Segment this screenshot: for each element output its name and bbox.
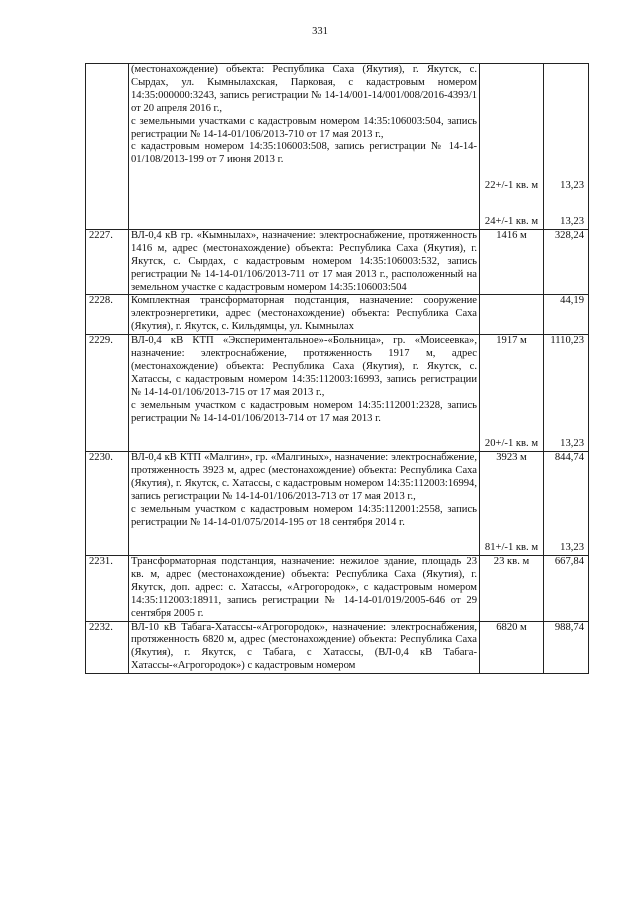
quantity-cell <box>480 64 544 230</box>
quantity-cell <box>480 452 544 556</box>
table-row <box>86 295 589 335</box>
value-cell <box>544 229 589 295</box>
description-paragraph: Трансформаторная подстанция, назначение: нежилое здание, площадь 23 кв. м, адрес (местонахождение) объекта: Республика Саха (Якутия), г. Якутск, доп. адрес: с. Хатассы, «Агрогородок», с кадастровым номером 14:35:112003:18911, запись регистрации № 14-14-01/019/2005-646 от 29 сентября 2005 г. <box>131 555 477 619</box>
cost-value: 13,23 <box>560 180 584 191</box>
description-paragraph: ВЛ-0,4 кВ КТП «Экспериментальное»-«Больница», гр. «Моисеевка», назначение: электроснабжение, протяженность 1917 м, адрес (местонахождение) объекта: Республика Саха (Якутия), г. Якутск, с. Хатассы, с кадастровым номером 14:35:112003:16993, запись регистрации № 14-14-01/106/2013-715 от 17 мая 2013 г., <box>131 335 477 398</box>
object-description <box>129 555 480 621</box>
description-paragraph: Комплектная трансформаторная подстанция, назначение: сооружение электроэнергетики, адрес (местонахождение) объекта: Республика Саха (Якутия), г. Якутск, с. Кильдямцы, ул. Кымнылах <box>131 295 477 333</box>
quantity-cell <box>480 229 544 295</box>
cost-value: 13,23 <box>560 542 584 554</box>
object-description <box>129 335 480 452</box>
row-number: 2232. <box>86 621 129 674</box>
description-paragraph: (местонахождение) объекта: Республика Саха (Якутия), г. Якутск, с. Сырдах, ул. Кымнылахская, Парковая, с кадастровым номером 14:35:000000:3243, запись регистрации № 14-14/001-14/001/008/2016-4393/1 от 20 апреля 2016 г., <box>131 64 477 114</box>
quantity-cell <box>480 621 544 674</box>
table-row <box>86 64 589 230</box>
quantity-cell <box>480 555 544 621</box>
quantity-cell <box>480 295 544 335</box>
value-cell <box>544 295 589 335</box>
cost-value: 13,23 <box>560 438 584 450</box>
value-cell <box>544 64 589 230</box>
table-row <box>86 335 589 452</box>
table-row <box>86 621 589 674</box>
value-cell <box>544 621 589 674</box>
object-description <box>129 64 480 230</box>
description-paragraph: ВЛ-0,4 кВ КТП «Малгин», гр. «Малгиных», назначение: электроснабжение, протяженность 3923 м, адрес (местонахождение) объекта: Республика Саха (Якутия), г. Якутск, с. Хатассы, с кадастровым номером 14:35:112003:16994, запись регистрации № 14-14-01/106/2013-713 от 17 мая 2013 г., <box>131 452 477 502</box>
object-description <box>129 621 480 674</box>
quantity-value: 6820 м <box>496 621 527 633</box>
object-description <box>129 295 480 335</box>
description-paragraph: ВЛ-10 кВ Табага-Хатассы-«Агрогородок», назначение: электроснабжения, протяженность 6820 м, адрес (местонахождение) объекта: Республика Саха (Якутия), г. Якутск, с Табага, с Хатассы, (ВЛ-0,4 кВ Табага-Хатассы-«Агрогородок») с кадастровым номером <box>131 621 477 672</box>
quantity-value: 3923 м <box>496 452 527 464</box>
row-number: 2227. <box>86 229 129 295</box>
cost-value: 328,24 <box>554 229 584 241</box>
quantity-value: 23 кв. м <box>493 555 530 567</box>
description-paragraph: ВЛ-0,4 кВ гр. «Кымнылах», назначение: электроснабжение, протяженность 1416 м, адрес (местонахождение) объекта: Республика Саха (Якутия), г. Якутск, с. Сырдах, с кадастровым номером 14:35:106003:532, запись регистрации № 14-14-01/106/2013-711 от 17 мая 2013 г., расположенный на земельном участке с кадастровым номером 14:35:106003:504 <box>131 229 477 293</box>
quantity-value: 22+/-1 кв. м <box>484 180 539 191</box>
row-number: 2230. <box>86 452 129 556</box>
property-register-table <box>85 63 589 674</box>
object-description <box>129 452 480 556</box>
quantity-value: 1917 м <box>496 335 527 347</box>
quantity-value <box>482 64 541 180</box>
table-row <box>86 452 589 556</box>
table-row <box>86 555 589 621</box>
cost-value: 13,23 <box>560 216 584 227</box>
value-cell <box>544 335 589 452</box>
quantity-value: 81+/-1 кв. м <box>484 542 539 554</box>
object-description <box>129 229 480 295</box>
description-paragraph: с земельными участками с кадастровым номером 14:35:106003:504, запись регистрации № 14-14-01/106/2013-710 от 17 мая 2013 г., <box>131 115 477 140</box>
cost-value: 1110,23 <box>550 335 584 347</box>
quantity-value: 1416 м <box>496 229 527 241</box>
description-paragraph: с кадастровым номером 14:35:106003:508, запись регистрации № 14-14-01/108/2013-199 от 7 июня 2013 г. <box>131 141 477 166</box>
row-number <box>86 64 129 230</box>
page-number: 331 <box>312 26 328 37</box>
cost-value: 44,19 <box>560 295 584 307</box>
cost-value: 667,84 <box>554 555 584 567</box>
cost-value: 844,74 <box>554 452 584 464</box>
description-paragraph: с земельным участком с кадастровым номером 14:35:112001:2328, запись регистрации № 14-14-01/106/2013-714 от 17 мая 2013 г. <box>131 399 477 424</box>
description-paragraph: с земельным участком с кадастровым номером 14:35:112001:2558, запись регистрации № 14-14-01/075/2014-195 от 18 сентября 2014 г. <box>131 503 477 528</box>
quantity-value: 24+/-1 кв. м <box>484 216 539 227</box>
value-cell <box>544 452 589 556</box>
quantity-cell <box>480 335 544 452</box>
quantity-value: 20+/-1 кв. м <box>484 438 539 450</box>
row-number: 2228. <box>86 295 129 335</box>
cost-value: 988,74 <box>554 621 584 633</box>
cost-value <box>546 64 584 180</box>
value-cell <box>544 555 589 621</box>
row-number: 2231. <box>86 555 129 621</box>
row-number: 2229. <box>86 335 129 452</box>
table-row <box>86 229 589 295</box>
